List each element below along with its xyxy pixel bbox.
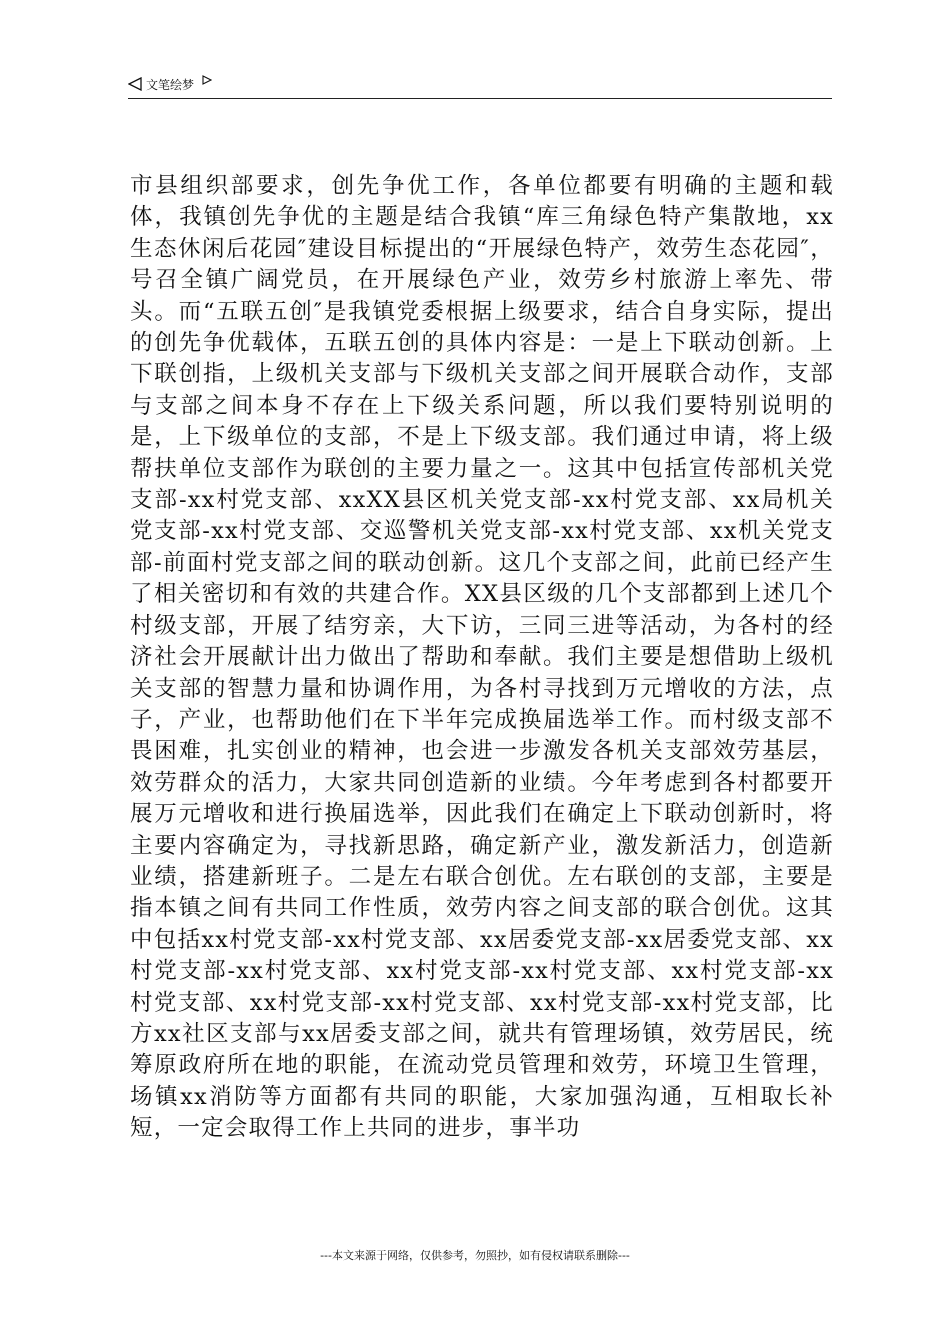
triangle-left-icon bbox=[128, 77, 142, 91]
header-brand: 文笔绘梦 bbox=[146, 77, 195, 92]
body-paragraph: 市县组织部要求，创先争优工作，各单位都要有明确的主题和载体，我镇创先争优的主题是结合我镇“库三角绿色特产集散地，xx生态休闲后花园″建设目标提出的“开展绿色特产，效劳生态花园″，号召全镇广阔党员，在开展绿色产业，效劳乡村旅游上率先、带头。而“五联五创″是我镇党委根据上级要求，结合自身实际，提出的创先争优载体，五联五创的具体内容是：一是上下联动创新。上下联创指，上级机关支部与下级机关支部之间开展联合动作，支部与支部之间本身不存在上下级关系问题，所以我们要特别说明的是，上下级单位的支部，不是上下级支部。我们通过申请，将上级帮扶单位支部作为联创的主要力量之一。这其中包括宣传部机关党支部-xx村党支部、xxXX县区机关党支部-xx村党支部、xx局机关党支部-xx村党支部、交巡警机关党支部-xx村党支部、xx机关党支部-前面村党支部之间的联动创新。这几个支部之间，此前已经产生了相关密切和有效的共建合作。XX县区级的几个支部都到上述几个村级支部，开展了结穷亲，大下访，三同三进等活动，为各村的经济社会开展献计出力做出了帮助和奉献。我们主要是想借助上级机关支部的智慧力量和协调作用，为各村寻找到万元增收的方法，点子，产业，也帮助他们在下半年完成换届选举工作。而村级支部不畏困难，扎实创业的精神，也会进一步激发各机关支部效劳基层，效劳群众的活力，大家共同创造新的业绩。今年考虑到各村都要开展万元增收和进行换届选举，因此我们在确定上下联动创新时，将主要内容确定为，寻找新思路，确定新产业，激发新活力，创造新业绩，搭建新班子。二是左右联合创优。左右联创的支部，主要是指本镇之间有共同工作性质，效劳内容之间支部的联合创优。这其中包括xx村党支部-xx村党支部、xx居委党支部-xx居委党支部、xx村党支部-xx村党支部、xx村党支部-xx村党支部、xx村党支部-xx村党支部、xx村党支部-xx村党支部、xx村党支部-xx村党支部，比方xx社区支部与xx居委支部之间，就共有管理场镇，效劳居民，统筹原政府所在地的职能，在流动党员管理和效劳，环境卫生管理，场镇xx消防等方面都有共同的职能，大家加强沟通，互相取长补短，一定会取得工作上共同的进步，事半功 bbox=[130, 173, 834, 1142]
header-brand-group bbox=[128, 74, 212, 94]
triangle-right-icon bbox=[202, 75, 212, 85]
footer-disclaimer: ---本文来源于网络，仅供参考，勿照抄，如有侵权请联系删除--- bbox=[320, 1249, 630, 1262]
page-header bbox=[128, 74, 832, 99]
